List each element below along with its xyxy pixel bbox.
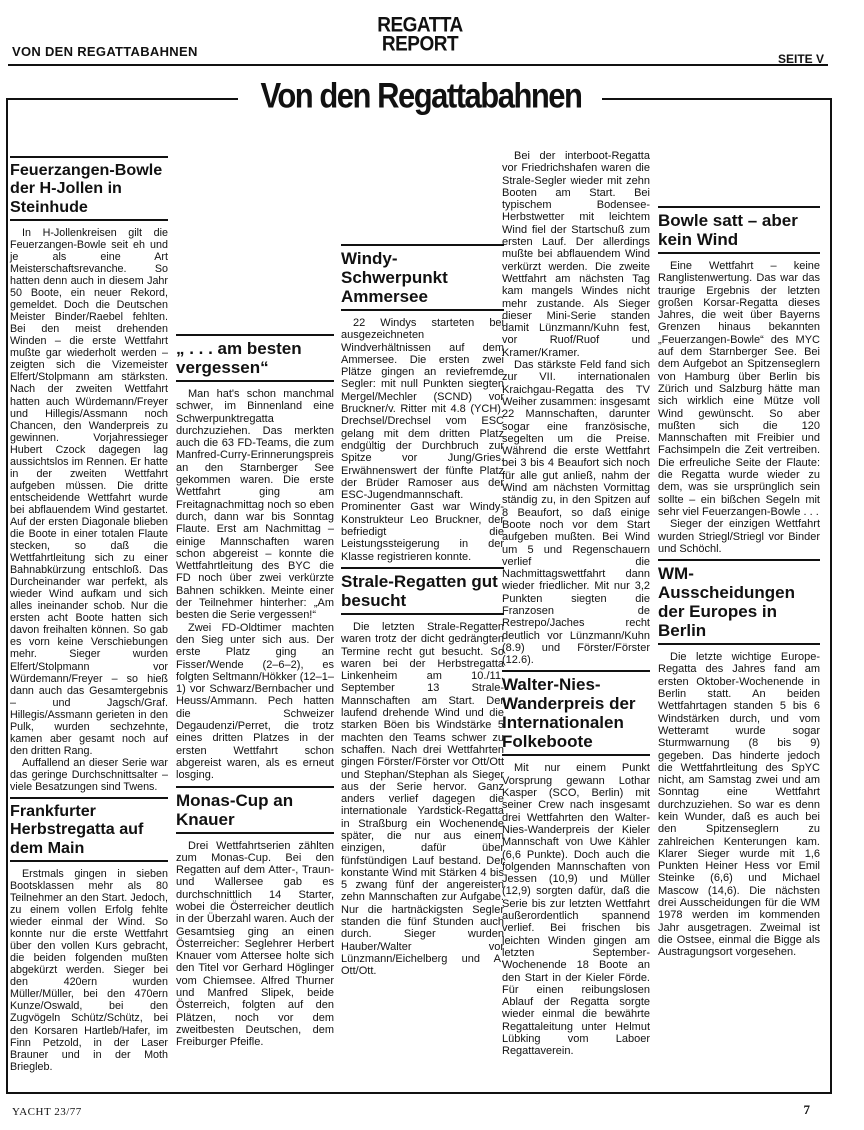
column-2 (176, 330, 334, 1049)
article-paragraph: 22 Windys starteten bei ausgezeichneten Windverhältnissen auf dem Ammersee. Die ersten zwei Plätze gingen an reviefremde Segler: mit null Punkten siegten Mergel/Mechler (SCND) vor Bruckner/v. Ritter mit 4.8 (YCH). Drechsel/Drechsel vom ESC gelang mit dem dritten Platz endgültig der Durchbruch zur Spitze vor Jung/Gries. Erwähnenswert der fünfte Platz der Brüder Ramoser aus der ESC-Jugendmannschaft. Prominenter Gast war Windy-Konstrukteur Leo Bruckner, der befriedigt die Leistungssteigerung in der Klasse registrieren konnte. (341, 317, 504, 563)
article-paragraph: Mit nur einem Punkt Vorsprung gewann Lothar Kasper (SCO, Berlin) mit seiner Crew nach insgesamt drei Wettfahrten den Walter-Nies-Wanderpreis der Kieler Mannschaft von Uwe Kähler (6,6 Punkte). Doch auch die folgenden Mannschaften von Jessen (10,9) und Müller (12,9) sorgten dafür, daß die Serie bis zur letzten Wettfahrt außerordentlich spannend verlief. Bei frischen bis leichten Winden gingen am letzten September-Wochenende 18 Boote an den Start in der Kieler Förde. Für einen reibungslosen Ablauf der Regatta sorgte wieder einmal die bewährte Regattaleitung unter Helmut Lübking vom Laboer Regattaverein. (502, 762, 650, 1058)
article-paragraph: Zwei FD-Oldtimer machten den Sieg unter sich aus. Der erste Platz ging an Fisser/Wende (2–6–2), es folgten Seltmann/Hökker (12–1–1) vor Schwarz/Bernbacher und Heuss/Ammann. Pech hatten die Schweizer Degaudenzi/Perret, die trotz eines dritten Platzes in der ersten Wettfahrt schon abgereist waren, als es erneut losging. (176, 621, 334, 782)
magazine-issue: YACHT 23/77 (12, 1106, 82, 1118)
logo-line-1: REGATTA (377, 14, 463, 38)
headline-frankfurter-herbstregatta: Frankfurter Herbstregatta auf dem Main (10, 797, 168, 862)
frame-top-right-rule (602, 98, 830, 100)
headline-wm-ausscheidungen-europes: WM-Ausscheidungen der Europes in Berlin (658, 559, 820, 645)
article-paragraph: Auffallend an dieser Serie war das geringe Durchschnittsalter – viele Besatzungen sind Twens. (10, 756, 168, 793)
column-3 (341, 240, 504, 978)
article-paragraph: Drei Wettfahrtserien zählten zum Monas-Cup. Bei den Regatten auf dem Atter-, Traun- und Wallersee gab es durchschnittlich 14 Starter, wobei die Österreicher deutlich in der Überzahl waren. Auch der Gesamtsieg ging an einen Österreicher: Seglehrer Herbert Knauer vom Attersee holte sich den Titel vor Gerhard Höglinger vom Chiemsee. Alfred Thurner und Manfred Slipek, beide Österreich, folgten auf den Plätzen, noch vor dem zweitbesten Deutschen, dem Freiburger Pfeifle. (176, 839, 334, 1049)
headline-bowle-satt: Bowle satt – aber kein Wind (658, 206, 820, 254)
article-paragraph: Sieger der einzigen Wettfahrt wurden Striegl/Striegl vor Binder und Schöchl. (658, 518, 820, 555)
frame-top-left-rule (6, 98, 238, 100)
column-5 (658, 202, 820, 959)
section-header: VON DEN REGATTABAHNEN (12, 44, 198, 59)
headline-am-besten-vergessen: „ . . . am besten vergessen“ (176, 334, 334, 382)
column-1 (10, 152, 168, 1073)
article-paragraph: Die letzten Strale-Regatten waren trotz der dicht gedrängten Termine recht gut besucht. So waren bei der Herbstregatta Linkenheim am 10./11. September 13 Strale-Mannschaften am Start. Der laufend drehende Wind und die starken Böen bis Windstärke 5 machten den Teams schwer zu schaffen. Nach drei Wettfahrten gingen Förster/Förster vor Ott/Ott und Stephan/Stephan als Sieger aus der Serie hervor. Ganz anders verlief dagegen die internationale Yardstick-Regatta in Straßburg ein Wochenende später, die nur aus einem einzigen, dafür über fünfstündigen Lauf bestand. Der konstante Wind mit Stärken 4 bis 5 zwang fünf der angereisten zehn Mannschaften zur Aufgabe. Nur die hartnäckigsten Segler standen die fünf Stunden auch durch. Sieger wurden Hauber/Walter vor Lünzmann/Eichelberg und A. Ott/Ott. (341, 620, 504, 978)
column-4 (502, 150, 650, 1058)
page-number: 7 (803, 1102, 810, 1117)
logo-line-2: REPORT (381, 32, 459, 56)
headline-walter-nies-wanderpreis: Walter-Nies-Wanderpreis der Internationalen Folkeboote (502, 670, 650, 756)
article-paragraph: Bei der interboot-Regatta vor Friedrichshafen waren die Strale-Segler wieder mit zehn Booten am Start. Bei typischem Bodensee-Herbstwetter mit leichtem Wind fiel der Startschuß zum ersten Lauf. Der allerdings mußte bei abflauendem Wind verkürzt werden. Die zweite Wettfahrt am nächsten Tag kam mangels Windes nicht mehr zustande. Als Sieger dieser Mini-Serie standen damit Lünzmann/Kuhn fest, vor Ruof/Ruof und Kramer/Kramer. (502, 150, 650, 359)
headline-strale-regatten: Strale-Regatten gut besucht (341, 567, 504, 615)
headline-monas-cup: Monas-Cup an Knauer (176, 786, 334, 834)
headline-feuerzangen-bowle-h-jollen: Feuerzangen-Bowle der H-Jollen in Steinhude (10, 156, 168, 221)
article-paragraph: Die letzte wichtige Europe-Regatta des Jahres fand am ersten Oktober-Wochenende in Berlin statt. An beiden Wettfahrtagen standen 5 bis 6 Windstärken durch, und vom Wetteramt wurde sogar Sturmwarnung (8 bis 9) gegeben. Das hinderte jedoch die Wettfahrtleitung des SpYC nicht, am Samstag zwei und am Sonntag eine Wettfahrt durchzuziehen. So war es denn kein Wunder, daß es auch bei den Spitzenseglern zu zahlreichen Kenterungen kam. Klarer Sieger wurde mit 1,6 Punkten Heiner Hess vor Emil Steinke (6,6) und Michael Mascow (14,6). Die nächsten drei Ausscheidungen für die WM 1978 werden im kommenden Jahr ausgetragen. Zweimal ist die Ostsee, einmal die Bigge als Austragungsort vorgesehen. (658, 651, 820, 959)
header-rule (8, 64, 828, 66)
article-paragraph: Das stärkste Feld fand sich zur VII. internationalen Kraichgau-Regatta des TV Weiher zusammen: insgesamt 22 Mannschaften, darunter sogar eine französische, segelten um die Preise. Während die erste Wettfahrt bei 3 bis 4 Beaufort sich noch für alle gut anließ, nahm der Wind am nächsten Vormittag ständig zu, in den Spitzen auf 8 Beaufort, so daß einige Boote noch vor dem Start aufgeben mußten. Bei Wind um 5 und Regenschauern verlief die Nachmittagswettfahrt dann wieder friedlicher. Mit nur 3,2 Punkten siegten die Franzosen de Restrepo/Jaches recht deutlich vor Lünzmann/Kuhn (8.9) und Förster/Förster (12.6). (502, 359, 650, 667)
regatta-report-logo (368, 14, 472, 56)
article-paragraph: Eine Wettfahrt – keine Ranglistenwertung. Das war das traurige Ergebnis der letzten großen Korsar-Regatta dieses Jahres, die weit über Bayerns Grenzen hinaus bekannten „Feuerzangen-Bowle“ des MYC auf dem Starnberger See. Bei dem Aufgebot an Spitzenseglern von Hamburg über Berlin bis Zürich und Salzburg hätte man sich wirklich eine Mütze voll Wind gewünscht. So aber mußten sich die 120 Mannschaften mit Freibier und Fachsimpeln die Zeit vertreiben. Die erfreuliche Seite der Flaute: die Regatta wurde wieder zu dem, was sie ursprünglich sein sollte – ein bißchen Segeln mit sehr viel Feuerzangen-Bowle . . . (658, 260, 820, 518)
article-paragraph: In H-Jollenkreisen gilt die Feuerzangen-Bowle seit eh und je als eine Art Meisterschaftsrevanche. So hatten denn auch in diesem Jahr 50 Boote, ein neuer Rekord, gemeldet. Doch die Deutschen Meister Binder/Raebel fehlten. Bei den meist drehenden Winden – die erste Wettfahrt mußte gar wiederholt werden – zeigten sich die Vizemeister Elfert/Stolpmann am stärksten. Nach der zweiten Wettfahrt hatten auch Würdemann/Freyer und Hillegis/Assmann noch Chancen, den Wanderpreis zu gewinnen. Vorjahressieger Hubert Czock dagegen lag aussichtslos im Rennen. Er hatte in der zweiten Wettfahrt aufgeben müssen. Die dritte entscheidende Wettfahrt wurde bei abflauendem Wind gestartet. Auf der ersten Diagonale blieben die Boote in einer totalen Flaute stecken, so daß die Wettfahrtleitung sich zu einer Bahnabkürzung entschloß. Das Durcheinander war perfekt, als wieder Wind aufkam und sich alles ineinander schob. Nur die ersten acht Boote hatten sich davon freihalten können. So gab es vorn keine Verschiebungen mehr. Sieger wurden Elfert/Stolpmann vor Würdemann/Freyer – so hieß dann auch das Gesamtergebnis – und Jagsch/Graf. Hillegis/Assmann gerieten in den Pulk, wurden sechzehnte, kamen aber gesamt noch auf den dritten Rang. (10, 226, 168, 757)
page-title: Von den Regattabahnen (260, 75, 582, 116)
page-label: SEITE V (777, 52, 824, 66)
article-paragraph: Man hat's schon manchmal schwer, im Binnenland eine Schwerpunktregatta durchzuziehen. Das merkten auch die 63 FD-Teams, die zum Manfred-Curry-Erinnerungspreis an den Starnberger See gekommen waren. Die erste Wettfahrt ging am Freitagnachmittag noch so eben durch, dann war bis Sonntag Flaute. Erst am Nachmittag – einige Mannschaften waren schon abgereist – konnte die Wettfahrtleitung des BYC die FD noch über zwei verkürzte Bahnen schikken. Meinte einer der Teilnehmer hinterher: „Am besten die Serie vergessen!“ (176, 388, 334, 622)
headline-windy-schwerpunkt: Windy-Schwerpunkt Ammersee (341, 244, 504, 311)
article-paragraph: Erstmals gingen in sieben Bootsklassen mehr als 80 Teilnehmer an den Start. Jedoch, zu einem vollen Erfolg fehlte wieder einmal der Wind. So konnte nur die erste Wettfahrt über den vollen Kurs gebracht, die beiden folgenden mußten abgekürzt werden. Sieger bei den 420ern wurden Müller/Müller, bei den 470ern Kunze/Oswald, bei den Zugvögeln Schütz/Schütz, bei den Korsaren Hartleb/Hafer, im Finn Petzold, in der Laser Brauner und in der Moth Briegleb. (10, 867, 168, 1073)
